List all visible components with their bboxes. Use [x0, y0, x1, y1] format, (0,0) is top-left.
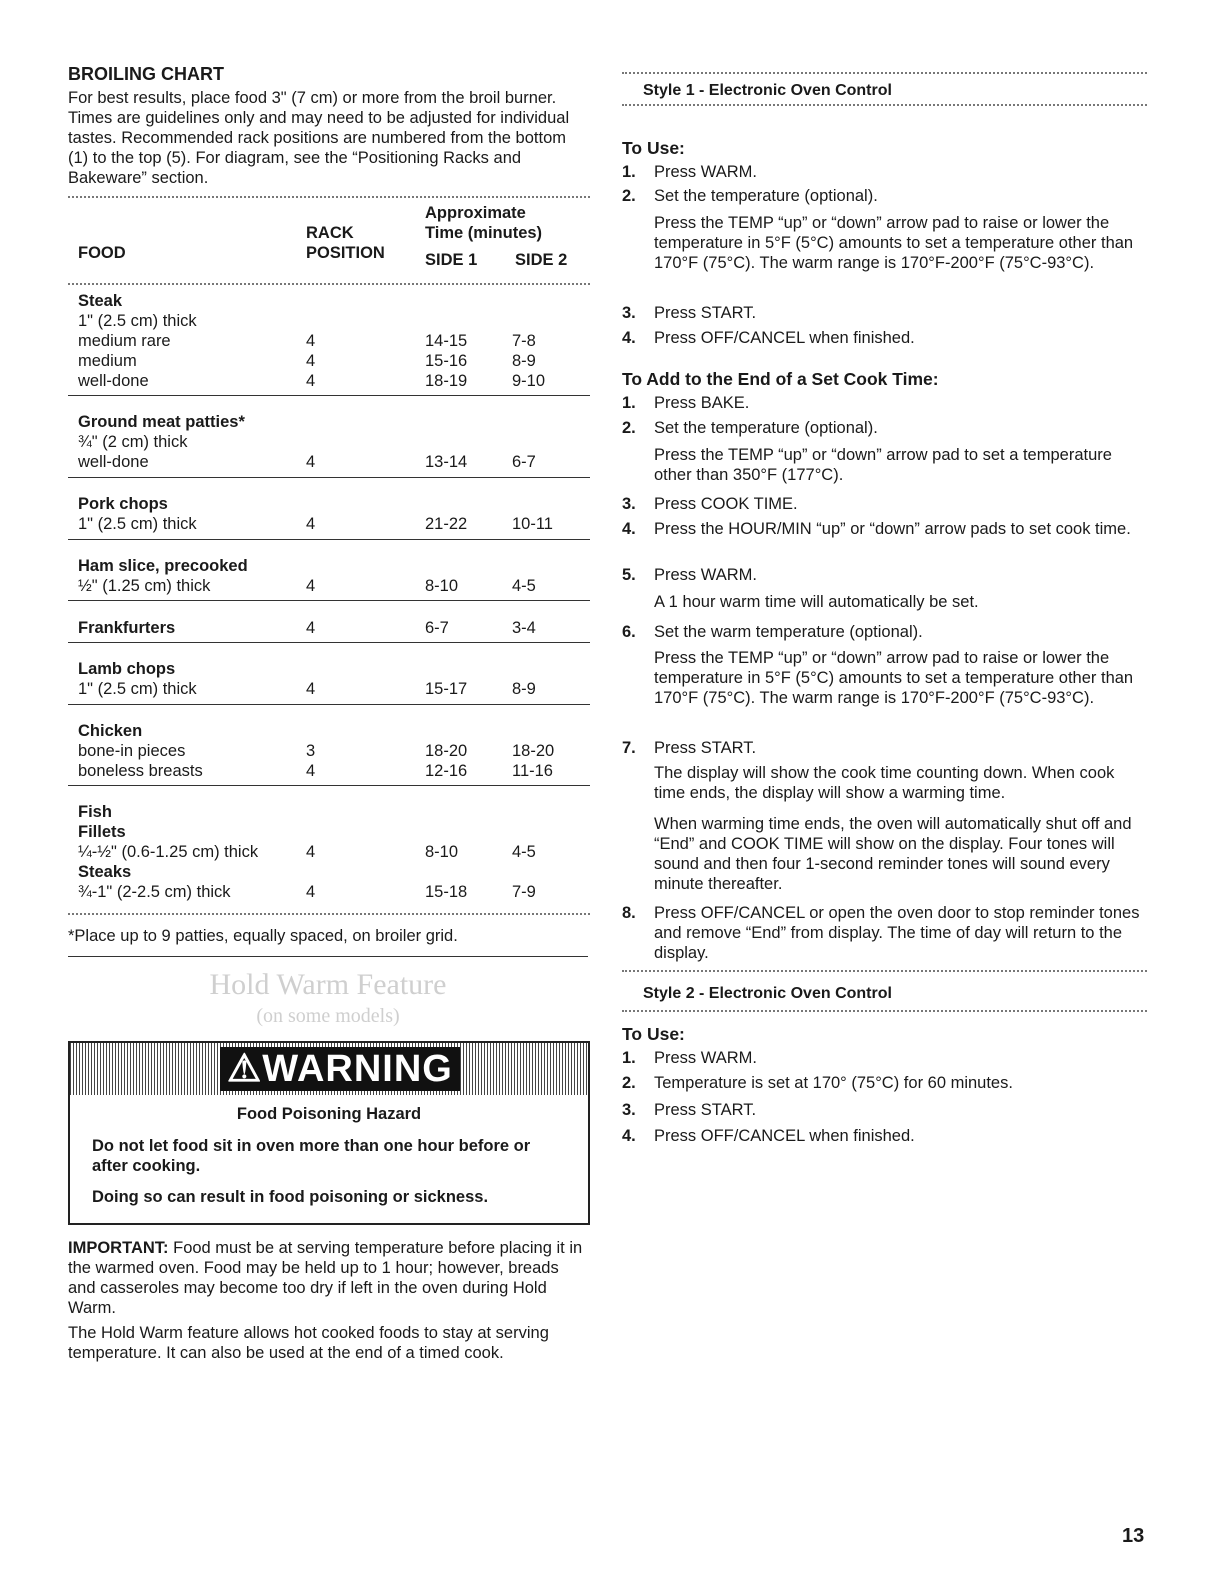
side1-cell: 6-7: [425, 619, 449, 637]
side2-cell: 7-9: [512, 883, 536, 901]
step-text: Set the warm temperature (optional).: [654, 623, 923, 641]
step-text: Press OFF/CANCEL or open the oven door to stop reminder tones and remove “End” from display. The time of day will return to the display.: [654, 904, 1140, 962]
table-group-rule: [68, 642, 590, 643]
page-number: 13: [1122, 1525, 1145, 1547]
side1-cell: 8-10: [425, 577, 459, 595]
style1-title: Style 1 - Electronic Oven Control: [643, 82, 892, 99]
rack-cell: 4: [306, 453, 316, 471]
step-text: Press the TEMP “up” or “down” arrow pad to raise or lower the temperature in 5°F (5°C) amounts to set a temperature other than 170°F (75°C). The warm range is 170°F-200°F (75°C-93°C).: [654, 214, 1134, 272]
col-header-food: FOOD: [78, 244, 126, 262]
food-cell: Fillets: [78, 823, 126, 841]
step-text: Press BAKE.: [654, 394, 750, 412]
food-cell: 1" (2.5 cm) thick: [78, 680, 197, 698]
rack-cell: 4: [306, 372, 316, 390]
food-cell: ½" (1.25 cm) thick: [78, 577, 211, 595]
side1-cell: 15-17: [425, 680, 468, 698]
warning-box: [68, 1041, 590, 1225]
table-group-rule: [68, 395, 590, 396]
broiling-chart-title: BROILING CHART: [68, 64, 224, 84]
step-number: 2.: [622, 187, 636, 205]
food-cell: medium: [78, 352, 137, 370]
side2-cell: 8-9: [512, 680, 536, 698]
side1-cell: 13-14: [425, 453, 468, 471]
step-number: 2.: [622, 1074, 636, 1092]
rack-cell: 4: [306, 762, 316, 780]
step-number: 5.: [622, 566, 636, 584]
table-footnote: *Place up to 9 patties, equally spaced, on broiler grid.: [68, 927, 458, 945]
step-text: Set the temperature (optional).: [654, 187, 878, 205]
side2-cell: 18-20: [512, 742, 555, 760]
side2-cell: 9-10: [512, 372, 546, 390]
food-cell: 1" (2.5 cm) thick: [78, 312, 197, 330]
col-header-approximate: Approximate: [425, 204, 526, 222]
step-text: Press START.: [654, 304, 757, 322]
important-text: Food must be at serving temperature before placing it in the warmed oven. Food may be held up to 1 hour; however, breads and casseroles may become too dry if left in the oven during Hold Warm.: [68, 1239, 583, 1317]
hold-warm-title: Hold Warm Feature: [209, 968, 447, 1001]
warning-triangle-icon: ⚠: [227, 1048, 263, 1090]
side1-cell: 15-18: [425, 883, 468, 901]
food-cell: ¾-1" (2-2.5 cm) thick: [78, 883, 231, 901]
col-header-rack: RACK: [306, 224, 354, 242]
food-cell: Steaks: [78, 863, 132, 881]
step-text: Press WARM.: [654, 1049, 757, 1067]
rack-cell: 4: [306, 883, 316, 901]
side1-cell: 18-20: [425, 742, 468, 760]
food-cell: Pork chops: [78, 495, 168, 513]
step-number: 3.: [622, 304, 636, 322]
step-text: Press WARM.: [654, 163, 757, 181]
side2-cell: 10-11: [512, 515, 553, 533]
step-text: Press the TEMP “up” or “down” arrow pad to raise or lower the temperature in 5°F (5°C) amounts to set a temperature other than 170°F (75°C). The warm range is 170°F-200°F (75°C-93°C).: [654, 649, 1134, 707]
step-number: 2.: [622, 419, 636, 437]
style1-to-use: To Use:: [622, 138, 685, 158]
rack-cell: 4: [306, 352, 316, 370]
side2-cell: 11-16: [512, 762, 553, 780]
hold-warm-description: The Hold Warm feature allows hot cooked foods to stay at serving temperature. It can also be used at the end of a timed cook.: [68, 1324, 549, 1362]
broiling-intro: For best results, place food 3" (7 cm) or more from the broil burner. Times are guidelines only and may need to be adjusted for individual tastes. Recommended rack positions are numbered from the bottom (1) to the top (5). For diagram, see the “Positioning Racks and Bakeware” section.: [68, 89, 570, 187]
step-text: Set the temperature (optional).: [654, 419, 878, 437]
step-text: Press the TEMP “up” or “down” arrow pad to set a temperature other than 350°F (177°C).: [654, 446, 1112, 484]
step-number: 4.: [622, 329, 636, 347]
style2-top-rule: [622, 970, 1147, 972]
food-cell: Lamb chops: [78, 660, 176, 678]
food-cell: ¼-½" (0.6-1.25 cm) thick: [78, 843, 259, 861]
warning-line-2: Doing so can result in food poisoning or sickness.: [92, 1188, 489, 1206]
food-cell: Ground meat patties*: [78, 413, 245, 431]
step-text: Press START.: [654, 739, 757, 757]
step-text: Press OFF/CANCEL when finished.: [654, 329, 915, 347]
step-text: The display will show the cook time counting down. When cook time ends, the display will show a warming time.: [654, 764, 1115, 802]
food-cell: 1" (2.5 cm) thick: [78, 515, 197, 533]
table-group-rule: [68, 704, 590, 705]
warning-line-1: Do not let food sit in oven more than one hour before or after cooking.: [92, 1137, 531, 1175]
step-text: Press WARM.: [654, 566, 757, 584]
table-group-rule: [68, 785, 590, 786]
style2-title: Style 2 - Electronic Oven Control: [643, 985, 892, 1002]
food-cell: boneless breasts: [78, 762, 203, 780]
footnote-rule: [68, 956, 588, 957]
food-cell: Steak: [78, 292, 123, 310]
food-cell: Chicken: [78, 722, 143, 740]
step-number: 6.: [622, 623, 636, 641]
side2-cell: 4-5: [512, 843, 536, 861]
rack-cell: 4: [306, 843, 316, 861]
table-group-rule: [68, 539, 590, 540]
rack-cell: 4: [306, 577, 316, 595]
step-number: 3.: [622, 1101, 636, 1119]
food-cell: Fish: [78, 803, 112, 821]
warning-banner: [70, 1043, 588, 1095]
side2-cell: 8-9: [512, 352, 536, 370]
warning-word: WARNING: [262, 1048, 453, 1090]
step-number: 8.: [622, 904, 636, 922]
important-label: IMPORTANT:: [68, 1239, 169, 1257]
side2-cell: 6-7: [512, 453, 536, 471]
side1-cell: 15-16: [425, 352, 468, 370]
step-text: Press START.: [654, 1101, 757, 1119]
step-number: 1.: [622, 163, 636, 181]
rack-cell: 4: [306, 515, 316, 533]
step-text: Temperature is set at 170° (75°C) for 60 minutes.: [654, 1074, 1013, 1092]
side2-cell: 3-4: [512, 619, 536, 637]
header-rule: [68, 283, 590, 285]
hazard-title: Food Poisoning Hazard: [236, 1105, 422, 1123]
rack-cell: 4: [306, 680, 316, 698]
col-header-time: Time (minutes): [425, 224, 543, 242]
food-cell: Ham slice, precooked: [78, 557, 248, 575]
col-header-position: POSITION: [306, 244, 385, 262]
food-cell: Frankfurters: [78, 619, 176, 637]
table-group-rule: [68, 600, 590, 601]
step-text: When warming time ends, the oven will automatically shut off and “End” and COOK TIME will show on the display. Four tones will sound and then four 1-second reminder tones will sound every minute thereafter.: [654, 815, 1132, 893]
rack-cell: 3: [306, 742, 316, 760]
important-note: [68, 1238, 590, 1318]
step-text: Press COOK TIME.: [654, 495, 798, 513]
step-number: 4.: [622, 1127, 636, 1145]
table-bottom-rule: [68, 913, 590, 915]
side2-cell: 4-5: [512, 577, 536, 595]
rack-cell: 4: [306, 332, 316, 350]
side1-cell: 14-15: [425, 332, 468, 350]
step-text: Press the HOUR/MIN “up” or “down” arrow pads to set cook time.: [654, 520, 1131, 538]
food-cell: ¾" (2 cm) thick: [78, 433, 188, 451]
side1-cell: 12-16: [425, 762, 468, 780]
style2-to-use: To Use:: [622, 1024, 685, 1044]
table-group-rule: [68, 477, 590, 478]
side1-cell: 18-19: [425, 372, 468, 390]
step-number: 4.: [622, 520, 636, 538]
warning-label: [220, 1047, 460, 1091]
step-text: Press OFF/CANCEL when finished.: [654, 1127, 915, 1145]
food-cell: well-done: [78, 453, 149, 471]
food-cell: well-done: [78, 372, 149, 390]
side1-cell: 8-10: [425, 843, 459, 861]
style1-top-rule: [622, 72, 1147, 74]
side2-cell: 7-8: [512, 332, 536, 350]
col-header-side1: SIDE 1: [425, 251, 478, 269]
hold-warm-subtitle: (on some models): [256, 1005, 400, 1027]
broiling-table: [0, 0, 600, 930]
step-number: 7.: [622, 739, 636, 757]
side1-cell: 21-22: [425, 515, 468, 533]
style2-bottom-rule: [622, 1010, 1147, 1012]
food-cell: medium rare: [78, 332, 171, 350]
step-number: 1.: [622, 394, 636, 412]
step-text: A 1 hour warm time will automatically be set.: [654, 593, 979, 611]
step-number: 3.: [622, 495, 636, 513]
food-cell: bone-in pieces: [78, 742, 186, 760]
rack-cell: 4: [306, 619, 316, 637]
col-header-side2: SIDE 2: [515, 251, 568, 269]
step-number: 1.: [622, 1049, 636, 1067]
add-to-end-title: To Add to the End of a Set Cook Time:: [622, 369, 939, 389]
style1-bottom-rule: [622, 104, 1147, 106]
